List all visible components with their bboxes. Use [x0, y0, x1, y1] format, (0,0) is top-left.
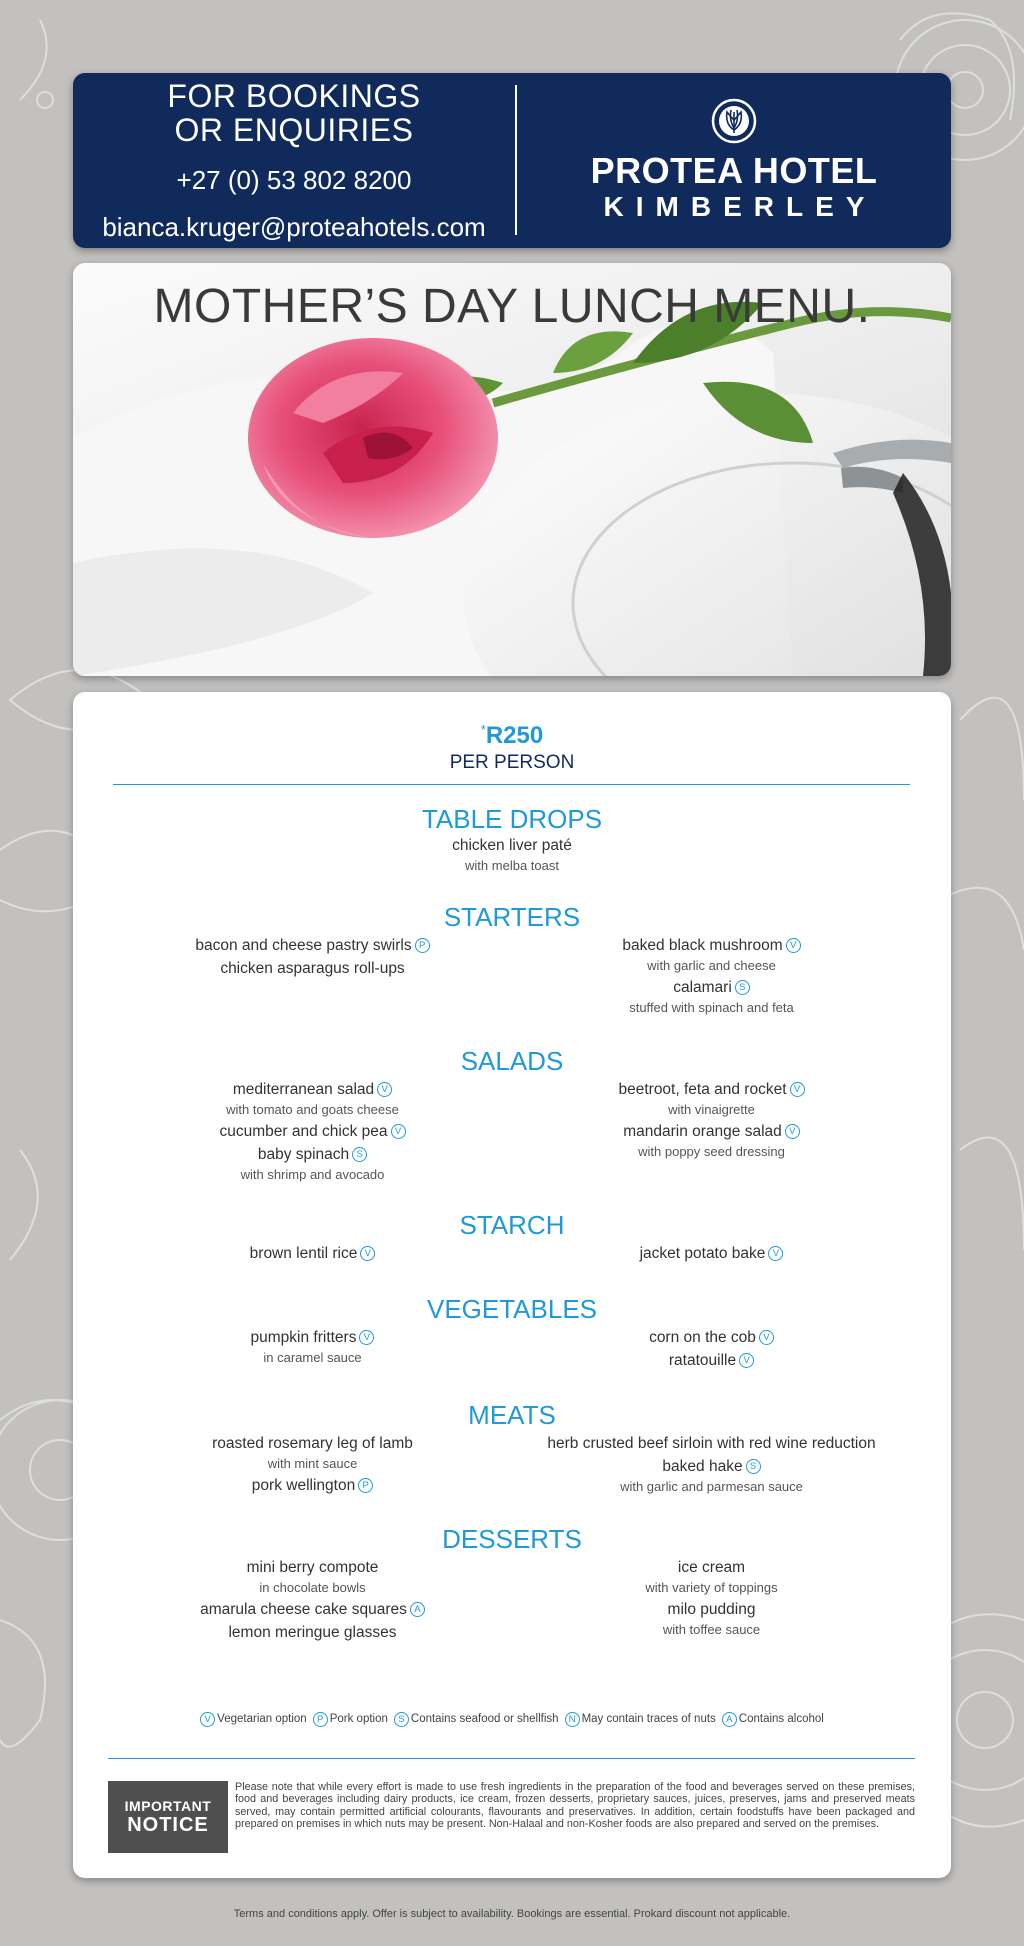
legend-item: [722, 1713, 824, 1725]
dietary-tag-icon: P: [358, 1478, 373, 1493]
menu-item-name: lemon meringue glasses: [228, 1624, 397, 1641]
legend-label: Pork option: [329, 1713, 388, 1725]
menu-item: [113, 1474, 512, 1497]
menu-item-name: pumpkin fritters: [250, 1329, 357, 1346]
menu-item-name: bacon and cheese pastry swirls: [195, 937, 412, 954]
hero-image: [73, 263, 951, 676]
menu-column-right: [512, 934, 951, 1018]
section-columns: [73, 1556, 951, 1644]
section-title: STARTERS: [443, 902, 581, 932]
dietary-tag-icon: V: [790, 1082, 805, 1097]
menu-item-name: ratatouille: [668, 1352, 737, 1369]
brand-logo: [517, 73, 951, 248]
section-columns: [73, 1432, 951, 1497]
section-salads: [73, 1046, 951, 1185]
menu-item: [113, 934, 512, 957]
section-desserts: [73, 1524, 951, 1644]
dietary-tag-icon: V: [359, 1330, 374, 1345]
menu-column-right: [512, 1326, 951, 1372]
menu-item-description: with shrimp and avocado: [240, 1167, 385, 1182]
dietary-tag-icon: V: [768, 1246, 783, 1261]
bookings-block: [73, 73, 515, 248]
menu-item-description: with melba toast: [465, 858, 559, 873]
dietary-tag-icon: A: [722, 1712, 737, 1727]
section-columns: [73, 934, 951, 1018]
menu-item-name: corn on the cob: [649, 1329, 756, 1346]
section-meats: [73, 1400, 951, 1497]
menu-item: [512, 1326, 911, 1349]
menu-item-description: with toffee sauce: [662, 1622, 761, 1637]
section-columns: [73, 1078, 951, 1185]
dietary-tag-icon: V: [360, 1246, 375, 1261]
terms-and-conditions: Terms and conditions apply. Offer is subject to availability. Bookings are essential. Prokard discount not applicable.: [233, 1908, 791, 1920]
dietary-tag-icon: V: [785, 1124, 800, 1139]
dietary-tag-icon: P: [415, 938, 430, 953]
menu-item-name: baked hake: [662, 1458, 743, 1475]
price-asterisk: *: [480, 722, 486, 737]
menu-item-name: chicken asparagus roll-ups: [220, 960, 405, 977]
email-address[interactable]: bianca.kruger@proteahotels.com: [102, 211, 486, 242]
menu-item-name: calamari: [673, 979, 732, 996]
menu-item: [113, 1120, 512, 1143]
section-title: SALADS: [460, 1046, 564, 1076]
legend-item: [200, 1713, 307, 1725]
legend-item: [394, 1713, 559, 1725]
menu-item-name: pork wellington: [251, 1477, 356, 1494]
menu-item-description: with poppy seed dressing: [638, 1144, 785, 1159]
menu-item-name: roasted rosemary leg of lamb: [212, 1435, 413, 1452]
menu-item-name: mandarin orange salad: [623, 1123, 782, 1140]
dietary-tag-icon: V: [786, 938, 801, 953]
menu-item: [512, 1556, 911, 1579]
menu-item-name: amarula cheese cake squares: [200, 1601, 407, 1618]
menu-item-name: milo pudding: [667, 1601, 756, 1618]
legend-label: Contains alcohol: [738, 1713, 824, 1725]
menu-item-name: mini berry compote: [246, 1559, 379, 1576]
price-per-person: PER PERSON: [449, 752, 575, 773]
dietary-tag-icon: V: [200, 1712, 215, 1727]
dietary-legend: [73, 1712, 951, 1727]
dietary-tag-icon: P: [313, 1712, 328, 1727]
dietary-tag-icon: S: [746, 1459, 761, 1474]
dietary-tag-icon: S: [735, 980, 750, 995]
price-block: [73, 722, 951, 774]
bookings-heading-line1: FOR BOOKINGS: [167, 77, 421, 114]
brand-name: PROTEA HOTEL: [590, 149, 878, 191]
section-table-drops: [73, 804, 951, 876]
legend-item: [313, 1713, 388, 1725]
important-notice-text: Please note that while every effort is made to use fresh ingredients in the preparation of the food and beverages served on these premises, food and beverages including dairy products, ice cream, frozen desserts, proprietary sauces, juices, preserves, jams and preserved meats served, may contain permitted artificial colourants, flavourants and preservatives. In addition, certain foodstuffs have been packaged and prepared on premises in which nuts may be present. Non-Halaal and non-Kosher foods are also prepared and served on the premises.: [235, 1781, 915, 1831]
bookings-heading-line2: OR ENQUIRIES: [174, 111, 414, 148]
section-title: VEGETABLES: [426, 1294, 598, 1324]
section-title: STARCH: [459, 1210, 565, 1240]
menu-column-left: [73, 1432, 512, 1497]
menu-item: [113, 1598, 512, 1621]
phone-number[interactable]: +27 (0) 53 802 8200: [176, 164, 412, 195]
menu-item-name: jacket potato bake: [639, 1245, 766, 1262]
dietary-tag-icon: S: [394, 1712, 409, 1727]
menu-item: [512, 1078, 911, 1101]
legend-label: May contain traces of nuts: [581, 1713, 716, 1725]
menu-column-right: [512, 1078, 951, 1185]
menu-item: [512, 1455, 911, 1478]
protea-flower-icon: [711, 98, 757, 144]
section-vegetables: [73, 1294, 951, 1372]
legend-divider: [108, 1758, 915, 1759]
menu-item: [113, 1432, 512, 1455]
menu-column-right: [512, 1432, 951, 1497]
price-value: R250: [485, 722, 544, 749]
menu-item-description: in caramel sauce: [263, 1350, 362, 1365]
menu-item-name: baby spinach: [257, 1146, 350, 1163]
dietary-tag-icon: S: [352, 1147, 367, 1162]
notice-label-line1: IMPORTANT: [124, 1797, 212, 1814]
menu-title: MOTHER’S DAY LUNCH MENU.: [153, 280, 871, 333]
section-starters: [73, 902, 951, 1018]
menu-item: [512, 976, 911, 999]
dietary-tag-icon: N: [565, 1712, 580, 1727]
menu-item-description: in chocolate bowls: [259, 1580, 366, 1595]
section-title: DESSERTS: [442, 1524, 582, 1554]
menu-column-left: [73, 1242, 512, 1265]
section-columns: [73, 1326, 951, 1372]
menu-item-description: with mint sauce: [267, 1456, 358, 1471]
menu-column-left: [73, 1326, 512, 1372]
menu-item-name: beetroot, feta and rocket: [618, 1081, 787, 1098]
menu-item-description: with garlic and parmesan sauce: [620, 1479, 803, 1494]
menu-item-description: with tomato and goats cheese: [226, 1102, 399, 1117]
important-notice-label: [108, 1781, 228, 1853]
menu-item-name: mediterranean salad: [232, 1081, 375, 1098]
menu-item: [113, 1556, 512, 1579]
menu-item: [512, 1242, 911, 1265]
dietary-tag-icon: V: [391, 1124, 406, 1139]
menu-item-name: herb crusted beef sirloin with red wine reduction: [547, 1435, 876, 1452]
booking-header: [73, 73, 951, 248]
brand-city: KIMBERLEY: [603, 190, 877, 222]
menu-column-left: [73, 1078, 512, 1185]
menu-item: [113, 1621, 512, 1644]
menu-column-right: [512, 1556, 951, 1644]
legend-label: Vegetarian option: [217, 1713, 307, 1725]
menu-item-description: with variety of toppings: [645, 1580, 778, 1595]
menu-item-description: with vinaigrette: [668, 1102, 755, 1117]
section-columns: [73, 1242, 951, 1265]
price-divider: [113, 784, 910, 785]
menu-item: [113, 1326, 512, 1349]
menu-item: [512, 1349, 911, 1372]
legend-item: [565, 1713, 716, 1725]
menu-item: [512, 1598, 911, 1621]
menu-item: [113, 1143, 512, 1166]
menu-item: [113, 1078, 512, 1101]
menu-item-name: brown lentil rice: [249, 1245, 358, 1262]
dietary-tag-icon: V: [759, 1330, 774, 1345]
dietary-tag-icon: A: [410, 1602, 425, 1617]
menu-column-right: [512, 1242, 951, 1265]
bookings-heading: [167, 79, 420, 147]
section-title: TABLE DROPS: [421, 804, 603, 834]
menu-card: [73, 692, 951, 1878]
section-starch: [73, 1210, 951, 1265]
dietary-tag-icon: V: [377, 1082, 392, 1097]
menu-item-name: ice cream: [677, 1559, 746, 1576]
menu-item: [113, 1242, 512, 1265]
section-title: MEATS: [468, 1400, 556, 1430]
menu-item: [512, 1120, 911, 1143]
legend-label: Contains seafood or shellfish: [410, 1713, 559, 1725]
menu-column-left: [73, 934, 512, 1018]
menu-item-description: stuffed with spinach and feta: [629, 1000, 794, 1015]
menu-column-left: [73, 1556, 512, 1644]
menu-item: [512, 934, 911, 957]
menu-item: [113, 957, 512, 980]
menu-item: chicken liver paté: [452, 837, 572, 854]
menu-item-description: with garlic and cheese: [647, 958, 776, 973]
notice-label-line2: NOTICE: [127, 1813, 209, 1836]
menu-item-name: cucumber and chick pea: [219, 1123, 388, 1140]
dietary-tag-icon: V: [739, 1353, 754, 1368]
menu-item-name: baked black mushroom: [622, 937, 783, 954]
menu-item: [512, 1432, 911, 1455]
price-amount: [73, 722, 951, 750]
